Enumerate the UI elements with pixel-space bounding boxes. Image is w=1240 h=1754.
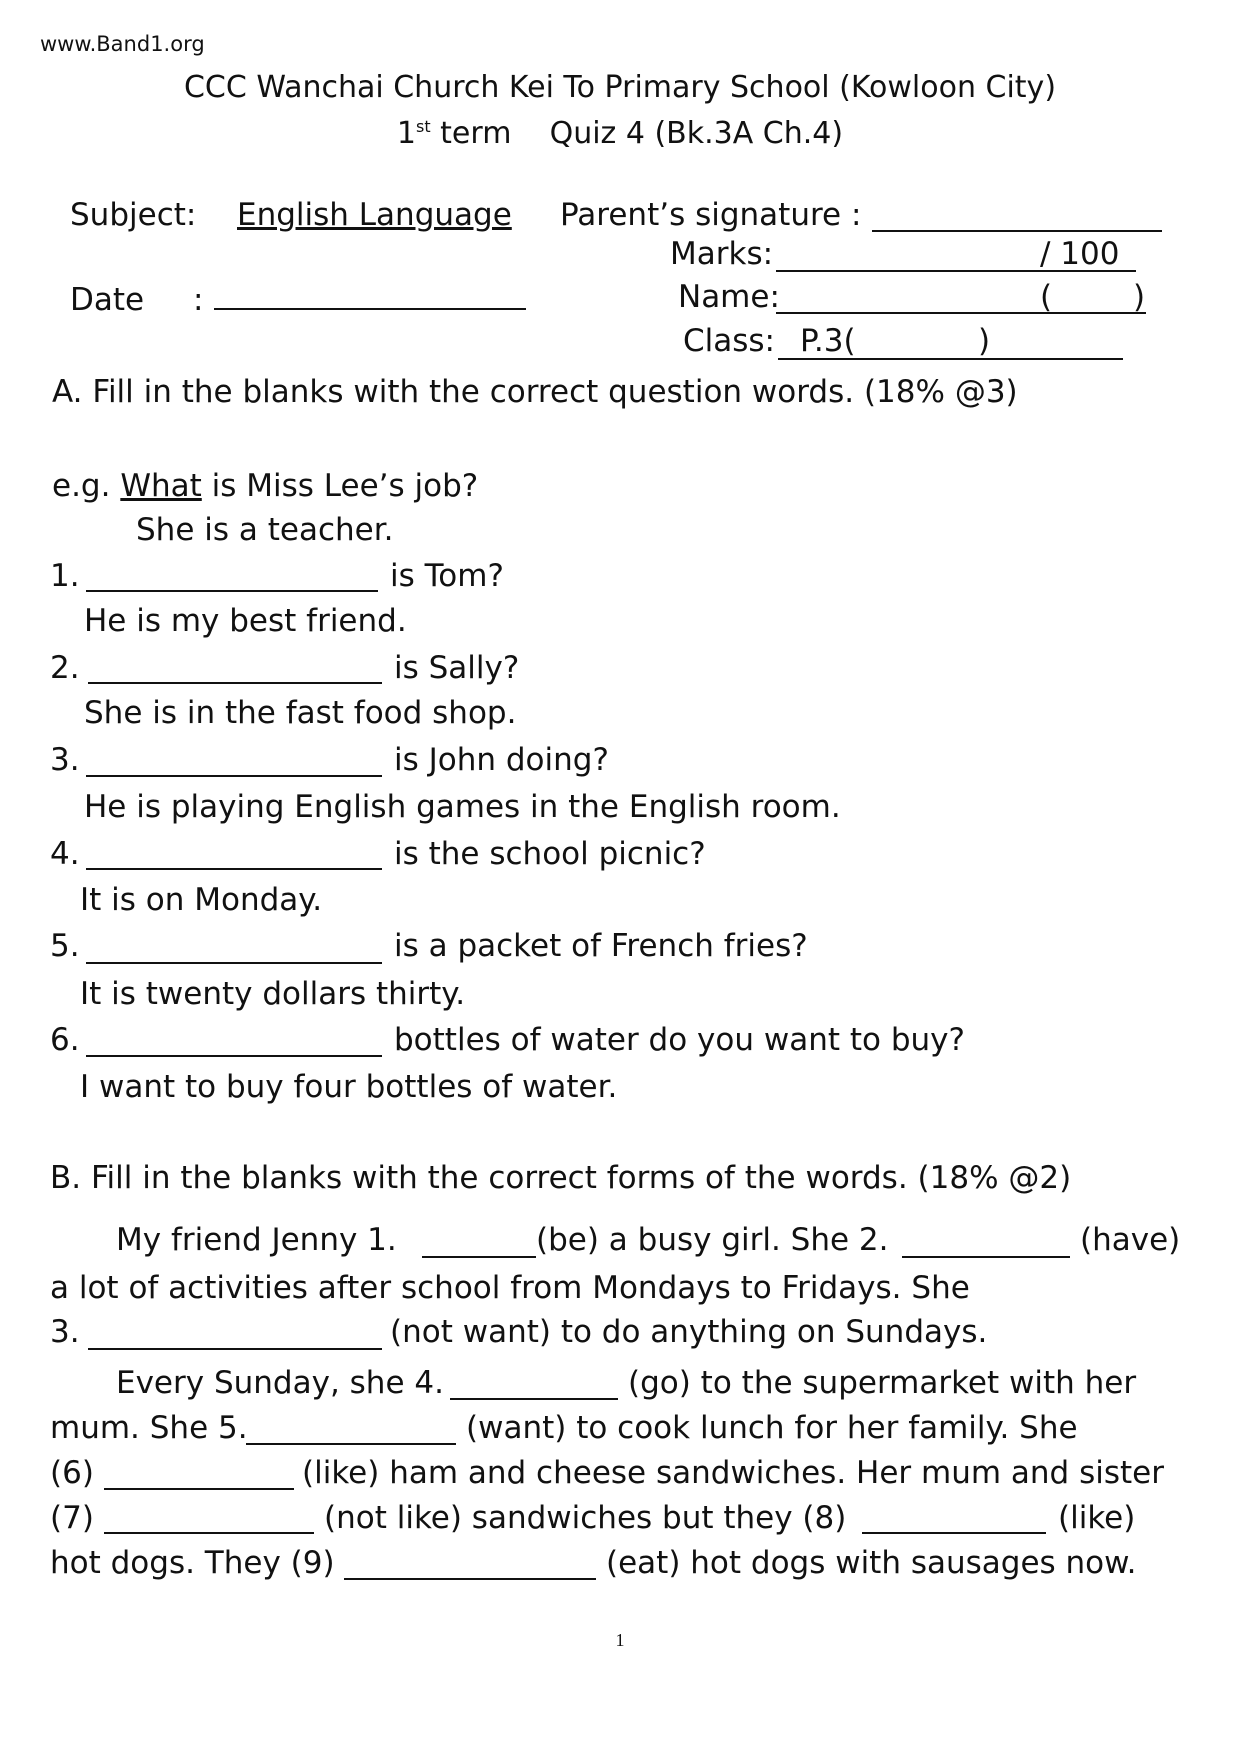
b-blank-7[interactable] — [104, 1532, 314, 1534]
marks-label: Marks: — [670, 236, 774, 272]
question-6-text: bottles of water do you want to buy? — [394, 1022, 965, 1058]
name-label: Name: — [678, 279, 780, 315]
b-text-7c: (like) — [1058, 1500, 1136, 1536]
b-text-3a: 3. — [50, 1314, 80, 1350]
example-question — [52, 468, 478, 504]
question-1-answer: He is my best friend. — [84, 603, 407, 639]
question-4-answer: It is on Monday. — [80, 882, 323, 918]
b-text-1c: (have) — [1080, 1222, 1181, 1258]
question-5-number: 5. — [50, 928, 80, 964]
class-label: Class: — [683, 323, 776, 359]
question-5-blank[interactable] — [86, 962, 382, 964]
question-3-text: is John doing? — [394, 742, 609, 778]
parent-signature-field[interactable] — [872, 230, 1162, 232]
b-text-7a: (7) — [50, 1500, 94, 1536]
question-4-text: is the school picnic? — [394, 836, 706, 872]
question-4-blank[interactable] — [86, 868, 382, 870]
b-text-6a: (6) — [50, 1455, 94, 1491]
quiz-title — [0, 116, 1240, 151]
example-question-text: is Miss Lee’s job? — [201, 468, 479, 504]
example-prefix: e.g. — [52, 468, 111, 504]
b-blank-4[interactable] — [450, 1398, 618, 1400]
question-2-text: is Sally? — [394, 650, 520, 686]
school-name: CCC Wanchai Church Kei To Primary School (Kowloon City) — [183, 70, 1057, 105]
b-blank-3[interactable] — [88, 1348, 382, 1350]
question-6-number: 6. — [50, 1022, 80, 1058]
date-colon: : — [193, 282, 204, 318]
b-text-5a: mum. She 5. — [50, 1410, 248, 1446]
question-1-text: is Tom? — [390, 558, 504, 594]
question-5-answer: It is twenty dollars thirty. — [80, 976, 466, 1012]
question-1-number: 1. — [50, 558, 80, 594]
question-2-blank[interactable] — [88, 682, 382, 684]
b-text-4b: (go) to the supermarket with her — [628, 1365, 1137, 1401]
b-text-3b: (not want) to do anything on Sundays. — [390, 1314, 988, 1350]
question-2-answer: She is in the fast food shop. — [84, 695, 517, 731]
class-number-open-paren: ( — [1040, 279, 1053, 315]
b-blank-2[interactable] — [902, 1256, 1070, 1258]
question-6-blank[interactable] — [86, 1055, 382, 1057]
quiz-name: Quiz 4 (Bk.3A Ch.4) — [549, 116, 844, 151]
term-number: 1 — [396, 116, 417, 151]
question-6-answer: I want to buy four bottles of water. — [80, 1069, 618, 1105]
date-label: Date — [70, 282, 145, 318]
b-blank-6[interactable] — [104, 1488, 294, 1490]
question-3-answer: He is playing English games in the English room. — [84, 789, 841, 825]
site-url: www.Band1.org — [40, 32, 205, 56]
question-3-blank[interactable] — [86, 775, 382, 777]
b-blank-9[interactable] — [344, 1578, 596, 1580]
b-text-1a: My friend Jenny 1. — [116, 1222, 397, 1258]
term-suffix: st — [416, 117, 431, 136]
b-text-8b: (eat) hot dogs with sausages now. — [606, 1545, 1137, 1581]
date-field[interactable] — [214, 308, 526, 310]
term-text: term — [430, 116, 512, 151]
question-2-number: 2. — [50, 650, 80, 686]
question-4-number: 4. — [50, 836, 80, 872]
name-field[interactable] — [776, 312, 1146, 314]
section-b-title: B. Fill in the blanks with the correct forms of the words. (18% @2) — [50, 1160, 1072, 1196]
question-1-blank[interactable] — [86, 590, 378, 592]
b-text-8a: hot dogs. They (9) — [50, 1545, 335, 1581]
subject-value: English Language — [237, 197, 512, 233]
question-3-number: 3. — [50, 742, 80, 778]
class-close-paren: ) — [978, 323, 991, 359]
subject-label: Subject: — [70, 197, 197, 233]
section-a-title: A. Fill in the blanks with the correct question words. (18% @3) — [52, 374, 1018, 410]
b-text-6b: (like) ham and cheese sandwiches. Her mum and sister — [302, 1455, 1164, 1491]
b-blank-5[interactable] — [246, 1443, 456, 1445]
class-value: P.3( — [800, 323, 856, 359]
b-blank-1[interactable] — [422, 1256, 536, 1258]
example-reply: She is a teacher. — [136, 512, 394, 548]
parent-signature-label: Parent’s signature : — [560, 197, 862, 233]
page-number: 1 — [615, 1630, 625, 1650]
b-blank-8[interactable] — [862, 1532, 1046, 1534]
b-text-5b: (want) to cook lunch for her family. She — [466, 1410, 1078, 1446]
b-text-1b: (be) a busy girl. She 2. — [536, 1222, 889, 1258]
marks-total: / 100 — [1040, 236, 1120, 272]
class-number-close-paren: ) — [1133, 279, 1146, 315]
b-text-2: a lot of activities after school from Mondays to Fridays. She — [50, 1270, 970, 1306]
b-text-7b: (not like) sandwiches but they (8) — [324, 1500, 847, 1536]
example-answer: What — [120, 468, 202, 504]
b-text-4a: Every Sunday, she 4. — [116, 1365, 444, 1401]
question-5-text: is a packet of French fries? — [394, 928, 808, 964]
